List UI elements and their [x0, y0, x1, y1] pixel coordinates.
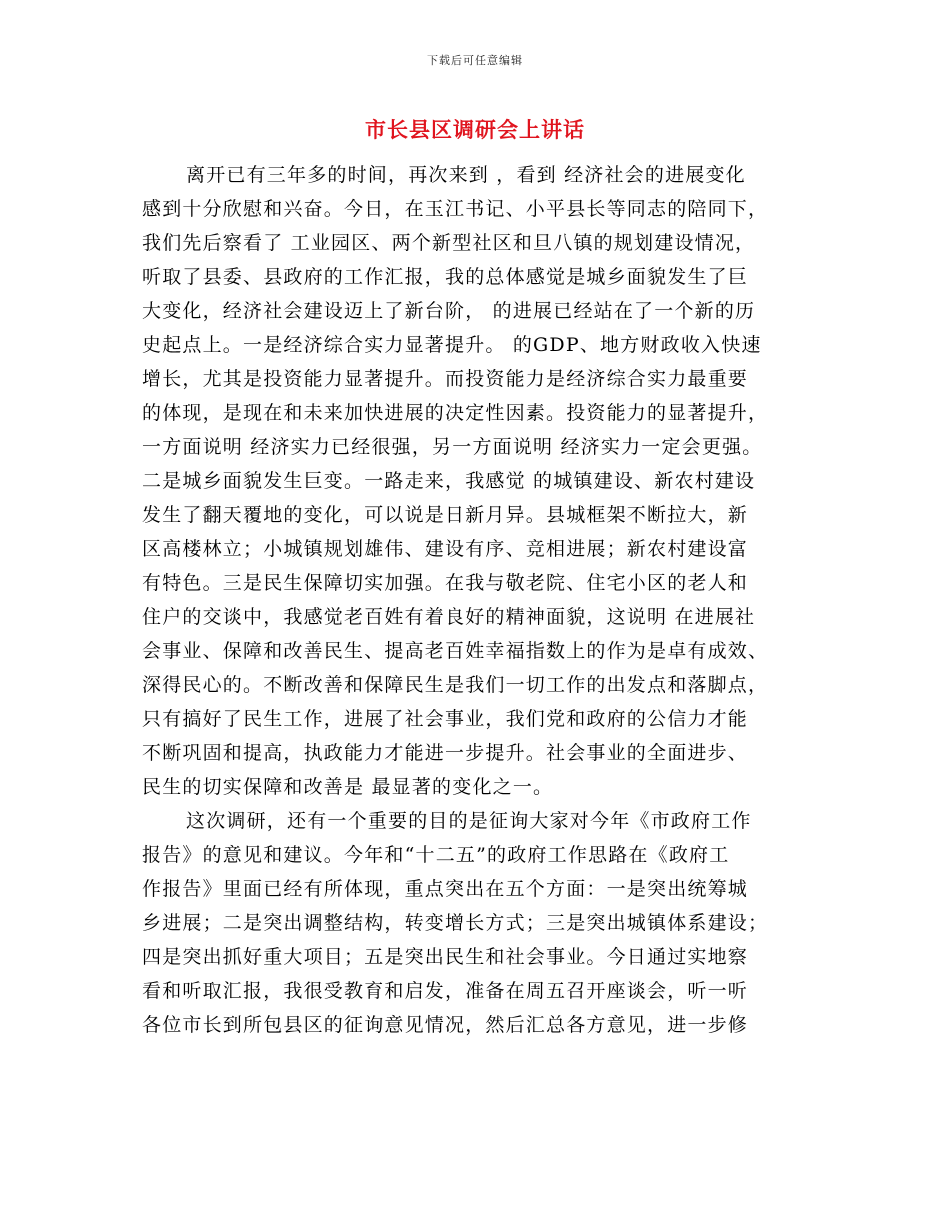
body-line: 有特色。三是民生保障切实加强。在我与敬老院、住宅小区的老人和: [142, 572, 749, 594]
body-line: 听取了县委、县政府的工作汇报，我的总体感觉是城乡面貌发生了巨: [142, 266, 749, 288]
body-line: 二是城乡面貌发生巨变。一路走来，我感觉 的城镇建设、新农村建设: [142, 470, 756, 492]
document-body: [142, 158, 832, 1042]
body-line: 这次调研，还有一个重要的目的是征询大家对今年《市政府工作: [186, 810, 752, 832]
body-line: 各位市长到所包县区的征询意见情况，然后汇总各方意见，进一步修: [142, 1014, 749, 1036]
body-line: 发生了翻天覆地的变化，可以说是日新月异。县城框架不断拉大，新: [142, 504, 749, 526]
body-line: 我们先后察看了 工业园区、两个新型社区和旦八镇的规划建设情况，: [142, 232, 756, 254]
body-line: 住户的交谈中，我感觉老百姓有着良好的精神面貌，这说明 在进展社: [142, 606, 756, 628]
body-line: 一方面说明 经济实力已经很强，另一方面说明 经济实力一定会更强。: [142, 436, 763, 458]
body-line: 的体现，是现在和未来加快进展的决定性因素。投资能力的显著提升，: [142, 402, 769, 424]
document-title: 市长县区调研会上讲话: [365, 117, 585, 142]
body-line: 乡进展；二是突出调整结构，转变增长方式；三是突出城镇体系建设；: [142, 912, 769, 934]
body-line: 作报告》里面已经有所体现，重点突出在五个方面：一是突出统筹城: [142, 878, 749, 900]
body-line: 会事业、保障和改善民生、提高老百姓幸福指数上的作为是卓有成效、: [142, 640, 769, 662]
body-line: 感到十分欣慰和兴奋。今日，在玉江书记、小平县长等同志的陪同下，: [142, 198, 769, 220]
body-line: 报告》的意见和建议。今年和“十二五”的政府工作思路在《政府工: [142, 844, 730, 866]
body-line: 增长，尤其是投资能力显著提升。而投资能力是经济综合实力最重要: [142, 368, 749, 390]
body-line: 离开已有三年多的时间，再次来到 ，看到 经济社会的进展变化: [186, 164, 746, 186]
body-line: 区高楼林立；小城镇规划雄伟、建设有序、竞相进展；新农村建设富: [142, 538, 749, 560]
body-line: 史起点上。一是经济综合实力显著提升。 的GDP、地方财政收入快速: [142, 334, 762, 356]
body-line: 看和听取汇报，我很受教育和启发，准备在周五召开座谈会，听一听: [142, 980, 749, 1002]
body-line: 四是突出抓好重大项目；五是突出民生和社会事业。今日通过实地察: [142, 946, 749, 968]
body-line: 民生的切实保障和改善是 最显著的变化之一。: [142, 776, 554, 798]
body-line: 不断巩固和提高，执政能力才能进一步提升。社会事业的全面进步、: [142, 742, 749, 764]
body-line: 大变化，经济社会建设迈上了新台阶， 的进展已经站在了一个新的历: [142, 300, 756, 322]
body-line: 深得民心的。不断改善和保障民生是我们一切工作的出发点和落脚点，: [142, 674, 769, 696]
body-line: 只有搞好了民生工作，进展了社会事业，我们党和政府的公信力才能: [142, 708, 749, 730]
header-note: 下载后可任意编辑: [427, 54, 523, 67]
